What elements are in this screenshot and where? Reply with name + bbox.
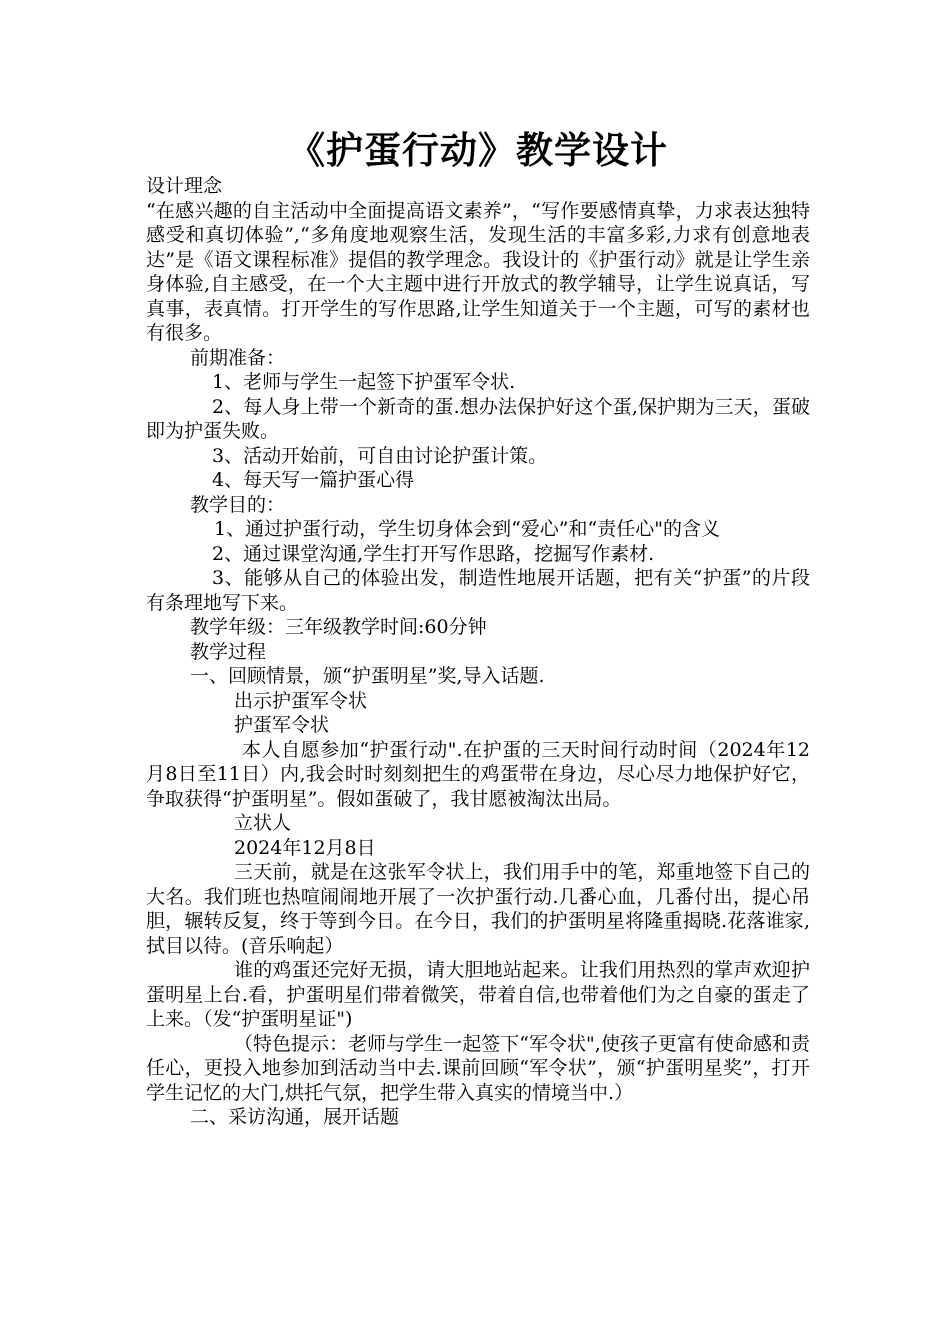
step-2-heading: 二、采访沟通，展开话题 — [190, 1106, 400, 1128]
prep-item-4: 4、每天写一篇护蛋心得 — [212, 469, 415, 491]
paragraph-three-days: 三天前，就是在这张军令状上，我们用手中的笔，郑重地签下自己的大名。我们班也热喧闹闹地开展了一次护蛋行动.几番心血，几番付出，提心吊胆，辗转反复，终于等到今日。在今日，我们的护蛋明星将隆重揭晓.花落谁家,拭目以待。(音乐响起） — [146, 861, 810, 957]
goal-item-2: 2、通过课堂沟通,学生打开写作思路，挖掘写作素材. — [212, 542, 655, 565]
prep-item-1: 1、老师与学生一起签下护蛋军令状. — [212, 371, 516, 393]
process-label: 教学过程 — [190, 640, 267, 663]
goal-item-1: 1、通过护蛋行动，学生切身体会到“爱心”和“责任心"的含义 — [214, 518, 720, 540]
paragraph-tip: （特色提示：老师与学生一起签下“军令状",使孩子更富有使命感和责任心，更投入地参加到活动当中去.课前回顾“军令状”，颁“护蛋明星奖”，打开学生记忆的大门,烘托气氛，把学生带入真实的情境当中.） — [146, 1032, 810, 1104]
show-order-line: 出示护蛋军令状 — [234, 689, 368, 712]
design-label: 设计理念 — [146, 175, 223, 197]
design-paragraph: “在感兴趣的自主活动中全面提高语文素养”，“写作要感情真挚，力求表达独特感受和真切体验”,“多角度地观察生活，发现生活的丰富多彩,力求有创意地表达”是《语文课程标准》提倡的教学理念。我设计的《护蛋行动》就是让学生亲身体验,自主感受，在一个大主题中进行开放式的教学辅导，让学生说真话，写真事，表真情。打开学生的写作思路,让学生知道关于一个主题，可写的素材也有很多。 — [146, 199, 810, 344]
prep-item-3: 3、活动开始前，可自由讨论护蛋计策。 — [212, 444, 548, 467]
goal-label: 教学目的： — [190, 493, 286, 516]
paragraph-stand-up: 谁的鸡蛋还完好无损，请大胆地站起来。让我们用热烈的掌声欢迎护蛋明星上台.看，护蛋明星们带着微笑，带着自信,也带着他们为之自豪的蛋走了上来。（发“护蛋明星证") — [146, 959, 810, 1030]
prep-label: 前期准备： — [190, 346, 286, 369]
order-title: 护蛋军令状 — [234, 714, 330, 736]
step-1-heading: 一、回顾情景，颁“护蛋明星”奖,导入话题. — [190, 665, 545, 687]
grade-time: 教学年级：三年级教学时间:60分钟 — [190, 616, 487, 638]
order-text: 本人自愿参加“护蛋行动".在护蛋的三天时间行动时间（2024年12月8日至11日）内,我会时时刻刻把生的鸡蛋带在身边，尽心尽力地保护好它，争取获得“护蛋明星”。假如蛋破了，我甘愿被淘汰出局。 — [146, 738, 810, 810]
goal-item-3: 3、能够从自己的体验出发，制造性地展开话题，把有关“护蛋”的片段有条理地写下来。 — [146, 567, 810, 614]
document-title: 《护蛋行动》教学设计 — [288, 129, 668, 172]
signer-line: 立状人 — [234, 812, 292, 834]
sign-date-line: 2024年12月8日 — [234, 836, 376, 859]
prep-item-2: 2、每人身上带一个新奇的蛋.想办法保护好这个蛋,保护期为三天，蛋破即为护蛋失败。 — [146, 395, 810, 442]
